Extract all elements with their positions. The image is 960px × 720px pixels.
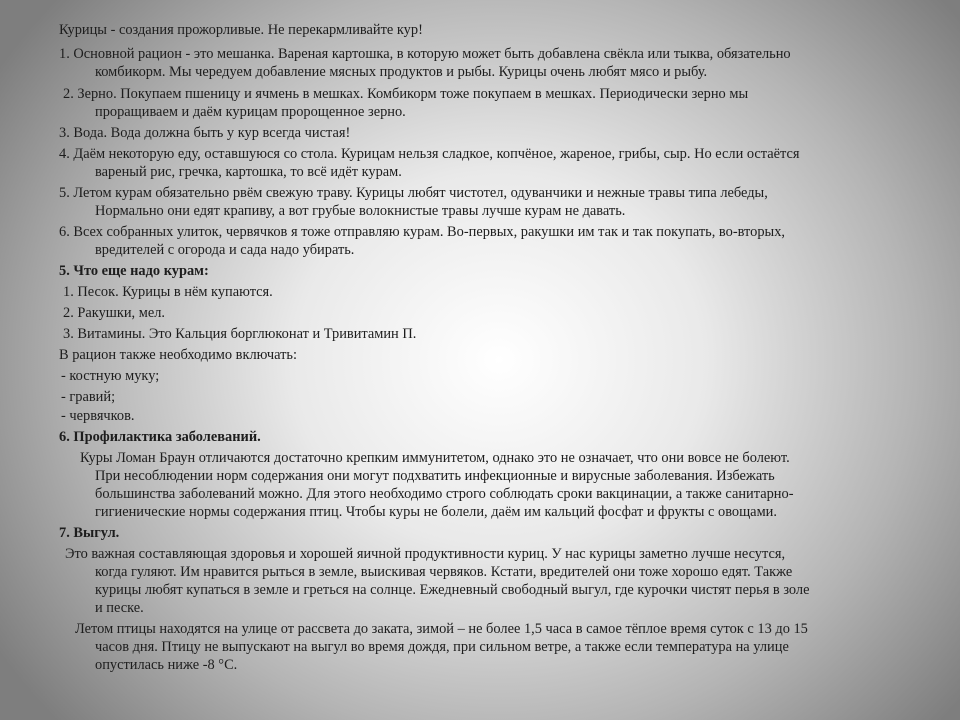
text-line: 4. Даём некоторую еду, оставшуюся со стола. Курицам нельзя сладкое, копчёное, жареное, грибы, сыр. Но если остаётся: [59, 146, 800, 162]
text-line: 2. Зерно. Покупаем пшеницу и ячмень в мешках. Комбикорм тоже покупаем в мешках. Периодически зерно мы: [63, 86, 749, 102]
text-line: 3. Вода. Вода должна быть у кур всегда чистая!: [59, 125, 351, 141]
text-line: Нормально они едят крапиву, а вот грубые волокнистые травы лучше курам не давать.: [95, 203, 626, 219]
list-item: 2. Ракушки, мел.: [63, 305, 166, 321]
text-line: Куры Ломан Браун отличаются достаточно крепким иммунитетом, однако это не означает, что они вовсе не болеют.: [80, 450, 790, 466]
list-item: - костную муку;: [61, 368, 160, 384]
text-line: 1. Основной рацион - это мешанка. Вареная картошка, в которую может быть добавлена свёкла или тыква, обязательно: [59, 46, 791, 62]
text-line: большинства заболеваний можно. Для этого необходимо строго соблюдать сроки вакцинации, а также санитарно-: [95, 486, 794, 502]
text-line: вареный рис, гречка, картошка, то всё идёт курам.: [95, 164, 402, 180]
text-line: курицы любят купаться в земле и греться на солнце. Ежедневный свободный выгул, где курочки чистят перья в золе: [95, 582, 810, 598]
text-line: Курицы - создания прожорливые. Не перекармливайте кур!: [59, 22, 423, 38]
text-line: вредителей с огорода и сада надо убирать.: [95, 242, 355, 258]
list-item: - гравий;: [61, 389, 116, 405]
text-line: когда гуляют. Им нравится рыться в земле, выискивая червяков. Кстати, вредителей они тоже хорошо едят. Также: [95, 564, 793, 580]
list-item: - червячков.: [61, 408, 135, 424]
text-line: комбикорм. Мы чередуем добавление мясных продуктов и рыбы. Курицы очень любят мясо и рыбу.: [95, 64, 708, 80]
section-heading: 6. Профилактика заболеваний.: [59, 429, 261, 445]
text-line: Летом птицы находятся на улице от рассвета до заката, зимой – не более 1,5 часа в самое тёплое время суток с 13 до 15: [75, 621, 808, 637]
text-line: гигиенические нормы содержания птиц. Чтобы куры не болели, даём им кальций фосфат и фрукты с овощами.: [95, 504, 777, 520]
list-item: 1. Песок. Курицы в нём купаются.: [63, 284, 273, 300]
section-heading: 7. Выгул.: [59, 525, 120, 541]
text-line: проращиваем и даём курицам пророщенное зерно.: [95, 104, 406, 120]
text-line: Это важная составляющая здоровья и хорошей яичной продуктивности куриц. У нас курицы заметно лучше несутся,: [65, 546, 786, 562]
text-line: и песке.: [95, 600, 144, 616]
text-line: В рацион также необходимо включать:: [59, 347, 297, 363]
text-line: часов дня. Птицу не выпускают на выгул во время дождя, при сильном ветре, а также если температура на улице: [95, 639, 789, 655]
list-item: 3. Витамины. Это Кальция борглюконат и Тривитамин П.: [63, 326, 417, 342]
text-line: 6. Всех собранных улиток, червячков я тоже отправляю курам. Во-первых, ракушки им так и так покупать, во-вторых,: [59, 224, 786, 240]
text-line: При несоблюдении норм содержания они могут подхватить инфекционные и вирусные заболевания. Избежать: [95, 468, 775, 484]
text-line: опустилась ниже -8 °C.: [95, 657, 238, 673]
section-heading: 5. Что еще надо курам:: [59, 263, 209, 279]
text-line: 5. Летом курам обязательно рвём свежую траву. Курицы любят чистотел, одуванчики и нежные травы типа лебеды,: [59, 185, 768, 201]
